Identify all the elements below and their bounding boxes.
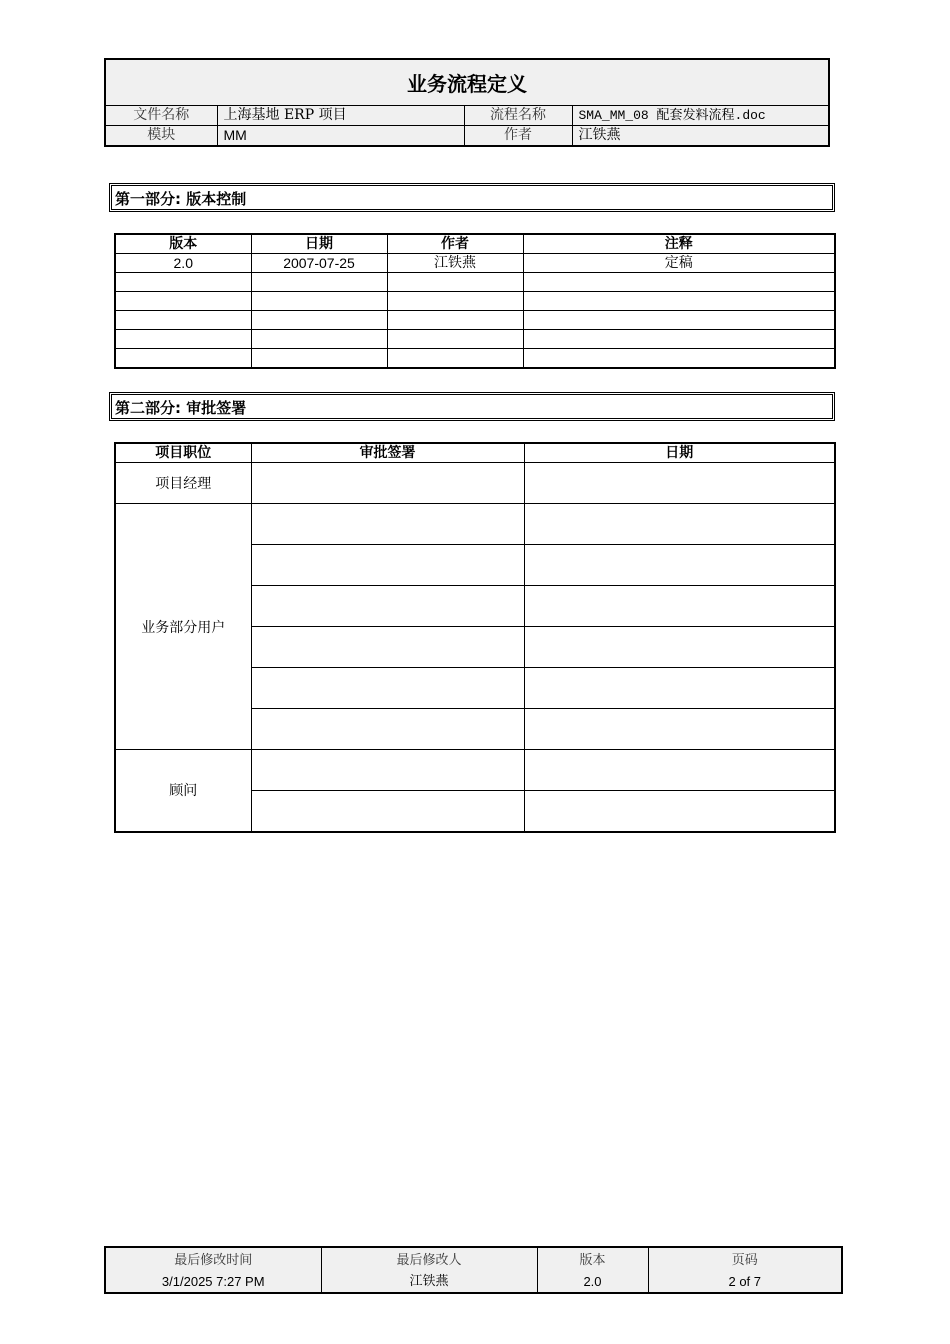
table-row (115, 504, 835, 545)
module-value: MM (217, 126, 464, 146)
module-label: 模块 (106, 126, 217, 146)
version-cell: 2.0 (115, 254, 251, 273)
date-cell[interactable] (524, 586, 835, 627)
version-control-table (114, 233, 836, 369)
signature-cell[interactable] (251, 750, 524, 791)
table-row (115, 349, 835, 369)
column-header: 日期 (524, 443, 835, 463)
process-name-label: 流程名称 (464, 106, 572, 126)
date-cell[interactable] (524, 627, 835, 668)
document-title: 业务流程定义 (106, 60, 828, 106)
table-row (115, 750, 835, 791)
page-number-value: 2 of 7 (648, 1271, 842, 1293)
signature-cell[interactable] (251, 791, 524, 832)
last-modified-time-value: 3/1/2025 7:27 PM (161, 1274, 265, 1289)
last-modified-by-label: 最后修改人 (321, 1247, 537, 1271)
table-row (115, 273, 835, 292)
document-info-table (106, 106, 828, 145)
column-header: 日期 (251, 234, 387, 254)
author-label: 作者 (464, 126, 572, 146)
table-row (115, 311, 835, 330)
document-footer (104, 1246, 843, 1294)
date-cell[interactable] (524, 791, 835, 832)
table-row (115, 254, 835, 273)
author-cell: 江铁燕 (387, 254, 523, 273)
column-header: 审批签署 (251, 443, 524, 463)
note-cell: 定稿 (523, 254, 835, 273)
date-cell[interactable] (524, 750, 835, 791)
process-name-value: SMA_MM_08 配套发料流程.doc (572, 106, 828, 126)
table-row (115, 292, 835, 311)
date-cell[interactable] (524, 463, 835, 504)
section-approval-title: 第二部分: 审批签署 (111, 394, 833, 419)
file-name-value: 上海基地 ERP 项目 (217, 106, 464, 126)
file-name-label: 文件名称 (106, 106, 217, 126)
signature-cell[interactable] (251, 627, 524, 668)
column-header: 注释 (523, 234, 835, 254)
date-cell[interactable] (524, 709, 835, 750)
last-modified-time-label: 最后修改时间 (174, 1253, 253, 1268)
author-value: 江铁燕 (572, 126, 828, 146)
version-value: 2.0 (537, 1271, 648, 1293)
signature-cell[interactable] (251, 504, 524, 545)
signature-cell[interactable] (251, 545, 524, 586)
table-row (115, 330, 835, 349)
date-cell[interactable] (524, 504, 835, 545)
last-modified-by-value: 江铁燕 (321, 1271, 537, 1293)
role-consultant: 顾问 (115, 750, 251, 832)
date-cell: 2007-07-25 (251, 254, 387, 273)
role-project-manager: 项目经理 (115, 463, 251, 504)
document-header (104, 58, 830, 147)
approval-table (114, 442, 836, 833)
date-cell[interactable] (524, 668, 835, 709)
section-version-control-title: 第一部分: 版本控制 (111, 185, 833, 210)
signature-cell[interactable] (251, 586, 524, 627)
page-number-label: 页码 (648, 1247, 842, 1271)
table-row (115, 463, 835, 504)
signature-cell[interactable] (251, 463, 524, 504)
table-header-row (115, 234, 835, 254)
column-header: 作者 (387, 234, 523, 254)
table-header-row (115, 443, 835, 463)
signature-cell[interactable] (251, 709, 524, 750)
column-header: 项目职位 (115, 443, 251, 463)
column-header: 版本 (115, 234, 251, 254)
date-cell[interactable] (524, 545, 835, 586)
signature-cell[interactable] (251, 668, 524, 709)
version-label: 版本 (537, 1247, 648, 1271)
role-business-users: 业务部分用户 (115, 504, 251, 750)
